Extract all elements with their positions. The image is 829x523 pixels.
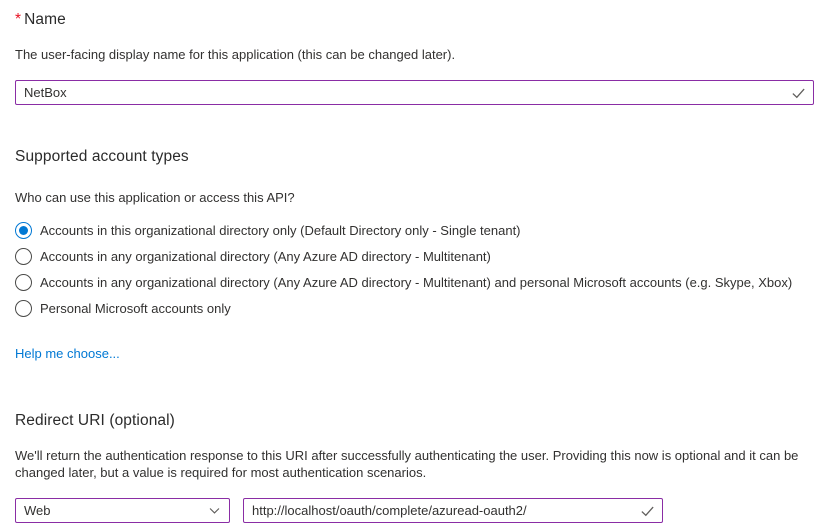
account-types-question: Who can use this application or access this API? [15, 190, 295, 205]
radio-icon [15, 274, 32, 291]
help-me-choose-link[interactable]: Help me choose... [15, 346, 120, 361]
account-types-heading: Supported account types [15, 148, 189, 165]
redirect-uri-input[interactable] [243, 498, 663, 523]
account-type-options [15, 217, 814, 321]
name-input-wrap [15, 80, 814, 105]
required-asterisk: * [15, 11, 22, 28]
radio-label: Personal Microsoft accounts only [40, 300, 231, 316]
chevron-down-icon [208, 504, 221, 517]
name-section-heading [15, 10, 814, 30]
radio-icon [15, 248, 32, 265]
account-type-option-multitenant-personal[interactable] [15, 269, 814, 295]
name-description: The user-facing display name for this application (this can be changed later). [15, 47, 456, 62]
redirect-uri-description: We'll return the authentication response to this URI after successfully authenticating the user. Providing this now is optional and it can be changed later, but a value is required for most authentication scenarios. [15, 448, 799, 480]
platform-dropdown[interactable] [15, 498, 230, 523]
account-types-section [15, 147, 814, 363]
radio-icon [15, 300, 32, 317]
radio-icon [15, 222, 32, 239]
radio-label: Accounts in this organizational directory only (Default Directory only - Single tenant) [40, 222, 521, 238]
name-section-title: Name [24, 11, 66, 28]
name-input[interactable] [15, 80, 814, 105]
redirect-uri-section [15, 411, 814, 523]
account-type-option-personal-only[interactable] [15, 295, 814, 321]
redirect-uri-row [15, 498, 814, 523]
uri-input-wrap [243, 498, 663, 523]
account-type-option-single-tenant[interactable] [15, 217, 814, 243]
redirect-uri-heading: Redirect URI (optional) [15, 412, 175, 429]
platform-dropdown-value: Web [24, 503, 51, 518]
radio-label: Accounts in any organizational directory (Any Azure AD directory - Multitenant) [40, 248, 491, 264]
radio-label: Accounts in any organizational directory (Any Azure AD directory - Multitenant) and personal Microsoft accounts (e.g. Skype, Xbox) [40, 274, 793, 290]
account-type-option-multitenant[interactable] [15, 243, 814, 269]
